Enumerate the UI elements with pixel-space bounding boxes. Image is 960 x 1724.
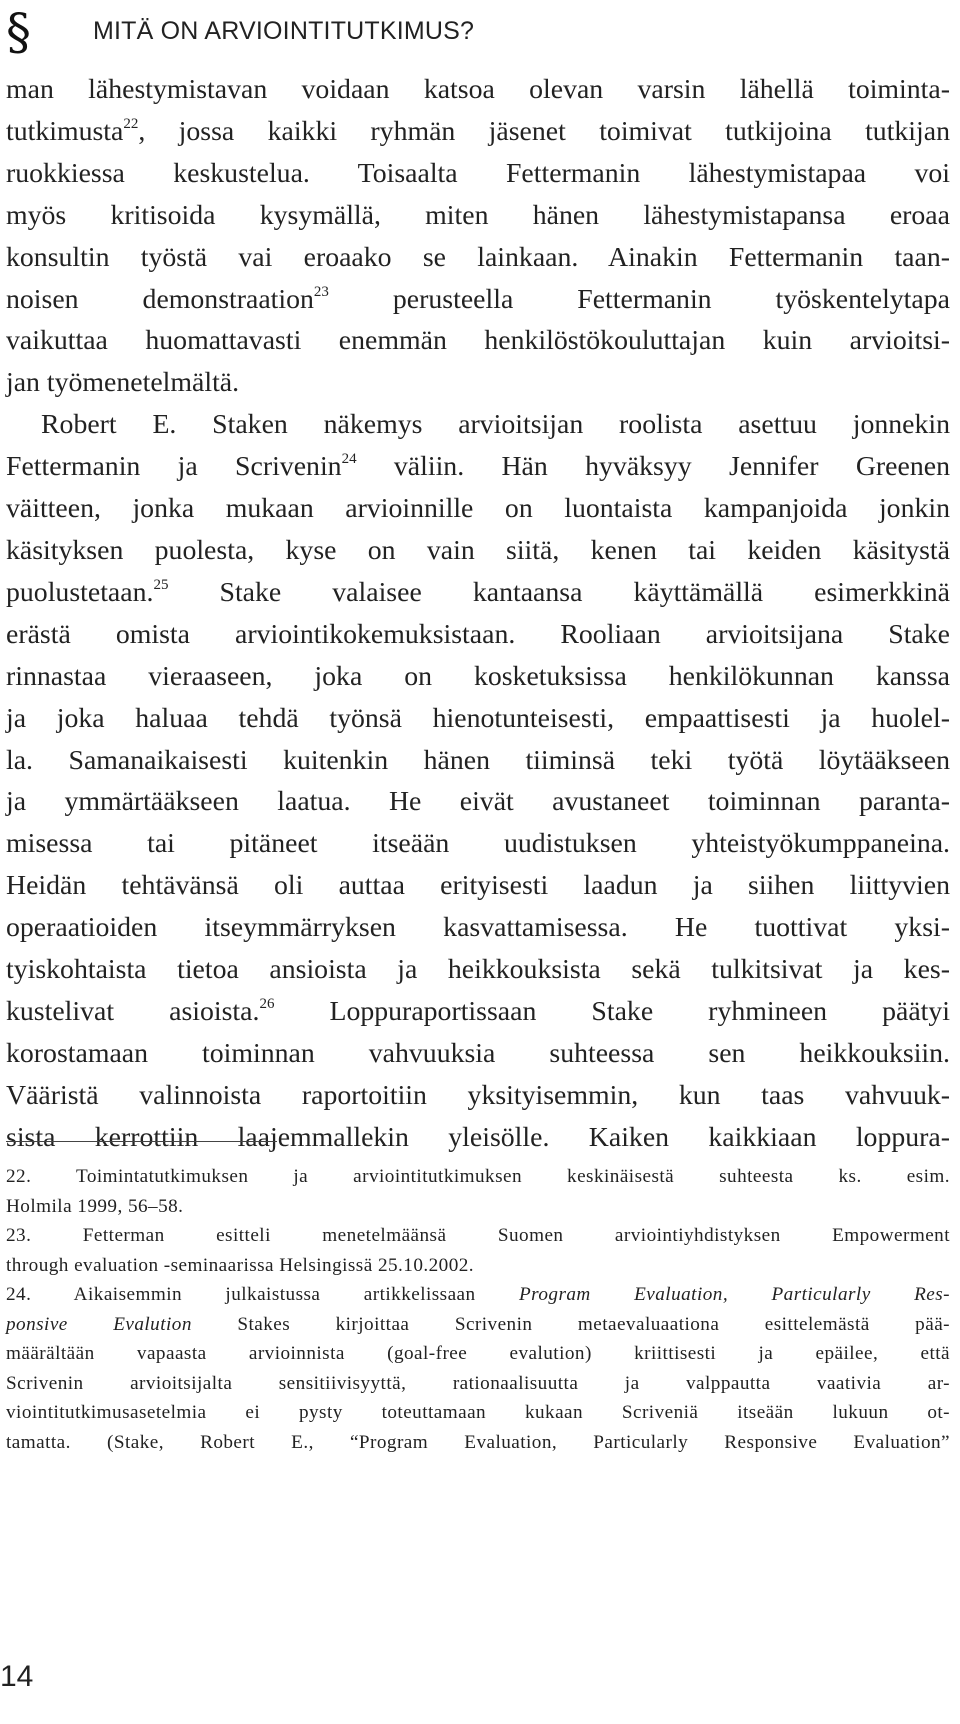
italic-title: ponsive Evalution bbox=[6, 1313, 192, 1335]
footnote-line: Holmila 1999, 56–58. bbox=[6, 1195, 184, 1217]
text-line: erästä omista arviointikokemuksistaan. Rooliaan arvioitsijana Stake bbox=[6, 618, 950, 650]
footnote-24 bbox=[6, 1280, 950, 1457]
text-line: misessa tai pitäneet itseään uudistuksen yhteistyökumppaneina. bbox=[6, 828, 950, 860]
text-line: konsultin työstä vai eroaako se lainkaan. Ainakin Fettermanin taan- bbox=[6, 241, 950, 273]
footnote-ref-24[interactable]: 24 bbox=[341, 451, 357, 468]
text-line: tutkimusta$^{22}$, jossa kaikki ryhmän jäsenet toimivat tutkijoina tutkijan bbox=[6, 115, 950, 147]
text-line: ruokkiessa keskustelua. Toisaalta Fettermanin lähestymistapaa voi bbox=[6, 157, 950, 189]
text-line: ja joka haluaa tehdä työnsä hienotunteisesti, empaattisesti ja huolel- bbox=[6, 702, 950, 734]
footnote-line: through evaluation -seminaarissa Helsingissä 25.10.2002. bbox=[6, 1254, 475, 1276]
footnote-line: 22. Toimintatutkimuksen ja arviointitutkimuksen keskinäisestä suhteesta ks. esim. bbox=[6, 1166, 950, 1187]
text-line: tyiskohtaista tietoa ansioista ja heikkouksista sekä tulkitsivat ja kes- bbox=[6, 954, 950, 986]
footnote-line: tamatta. (Stake, Robert E., “Program Evaluation, Particularly Responsive Evaluation” bbox=[6, 1431, 950, 1453]
footnote-line: 24. Aikaisemmin julkaistussa artikkelissaan Program Evaluation, Particularly Res- bbox=[6, 1284, 950, 1305]
text-line: man lähestymistavan voidaan katsoa olevan varsin lähellä toiminta- bbox=[6, 74, 950, 105]
text-line: kustelivat asioista.$^{26}$ Loppuraportissaan Stake ryhmineen päätyi bbox=[6, 995, 951, 1027]
text-line: sista kerrottiin laajemmallekin yleisölle. Kaiken kaikkiaan loppura- bbox=[6, 1121, 950, 1153]
footnote-line: 23. Fetterman esitteli menetelmäänsä Suomen arviointiyhdistyksen Empowerment bbox=[6, 1225, 950, 1246]
text-line: jan työmenetelmältä. bbox=[6, 367, 240, 399]
paragraph-1 bbox=[6, 69, 950, 404]
page-number: 14 bbox=[0, 1660, 34, 1693]
text-line: la. Samanaikaisesti kuitenkin hänen tiiminsä teki työtä löytääkseen bbox=[6, 744, 950, 776]
footnote-divider bbox=[6, 1141, 277, 1142]
italic-title: Program Evaluation, Particularly Res- bbox=[518, 1284, 950, 1305]
paragraph-2 bbox=[6, 404, 950, 1158]
footnote-ref-23[interactable]: 23 bbox=[313, 283, 329, 300]
body-text bbox=[6, 69, 950, 1159]
footnote-line: viointitutkimusasetelmia ei pysty toteuttamaan kukaan Scriveniä itseään lukuun ot- bbox=[6, 1402, 950, 1423]
running-header bbox=[0, 0, 960, 70]
text-line: käsityksen puolesta, kyse on vain siitä, kenen tai keiden käsitystä bbox=[6, 534, 950, 566]
text-line: Heidän tehtävänsä oli auttaa erityisesti laadun ja siihen liittyvien bbox=[6, 870, 950, 902]
text-line: väitteen, jonka mukaan arvioinnille on luontaista kampanjoida jonkin bbox=[6, 493, 950, 525]
footnote-line: määrältään vapaasta arvioinnista (goal-free evalution) kriittisesti ja epäilee, että bbox=[6, 1343, 950, 1364]
text-line: Fettermanin ja Scrivenin$^{24}$ väliin. Hän hyväksyy Jennifer Greenen bbox=[6, 451, 950, 483]
text-line: korostamaan toiminnan vahvuuksia suhteessa sen heikkouksiin. bbox=[6, 1037, 950, 1069]
footnote-23 bbox=[6, 1221, 950, 1280]
text-line: vaikuttaa huomattavasti enemmän henkilöstökouluttajan kuin arvioitsi- bbox=[6, 325, 950, 357]
text-line: myös kritisoida kysymällä, miten hänen lähestymistapansa eroaa bbox=[6, 199, 950, 231]
footnote-line: Scrivenin arvioitsijalta sensitiivisyyttä, rationaalisuutta ja valppautta vaativia ar- bbox=[6, 1372, 950, 1394]
footnote-ref-22[interactable]: 22 bbox=[123, 115, 139, 132]
footnotes bbox=[6, 1162, 950, 1457]
section-ornament-icon: § bbox=[6, 3, 31, 61]
text-line: Vääristä valinnoista raportoitiin yksityisemmin, kun taas vahvuuk- bbox=[6, 1079, 950, 1111]
text-line: Robert E. Staken näkemys arvioitsijan roolista asettuu jonnekin bbox=[41, 409, 950, 441]
text-line: rinnastaa vieraaseen, joka on kosketuksissa henkilökunnan kanssa bbox=[6, 660, 950, 692]
footnote-ref-26[interactable]: 26 bbox=[259, 995, 275, 1012]
footnote-ref-25[interactable]: 25 bbox=[153, 576, 169, 593]
running-header-title: MITÄ ON ARVIOINTITUTKIMUS? bbox=[93, 17, 475, 45]
footnote-line: ponsive Evalution Stakes kirjoittaa Scrivenin metaevaluaationa esittelemästä pää- bbox=[6, 1313, 951, 1335]
footnote-22 bbox=[6, 1162, 950, 1221]
text-line: noisen demonstraation$^{23}$ perusteella Fettermanin työskentelytapa bbox=[6, 283, 950, 315]
text-line: operaatioiden itseymmärryksen kasvattamisessa. He tuottivat yksi- bbox=[6, 912, 950, 944]
text-line: ja ymmärtääkseen laatua. He eivät avustaneet toiminnan paranta- bbox=[6, 786, 950, 818]
text-line: puolustetaan.$^{25}$ Stake valaisee kantaansa käyttämällä esimerkkinä bbox=[6, 576, 950, 608]
